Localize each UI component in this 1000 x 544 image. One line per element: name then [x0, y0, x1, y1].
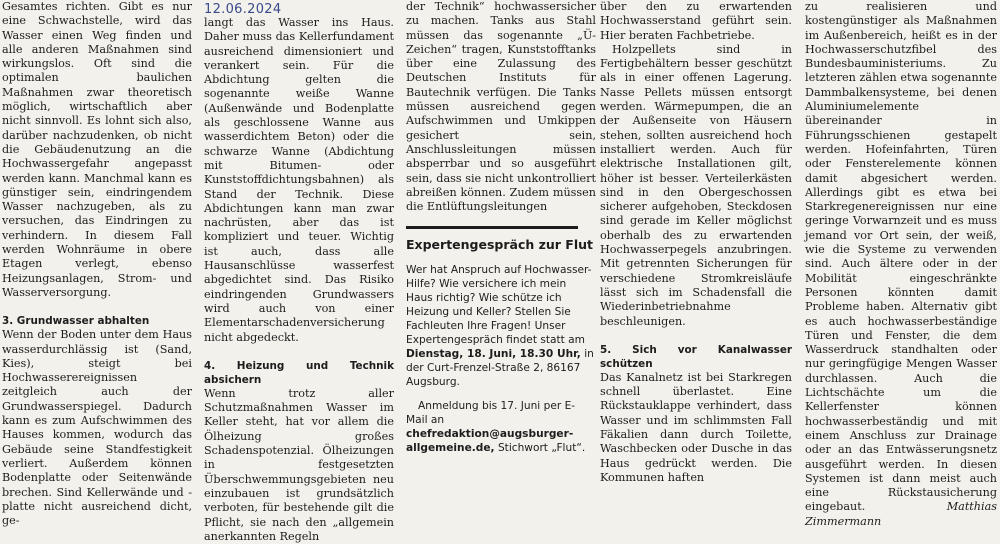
- paragraph-text: zu realisieren und kostengünstiger als Maßnahmen im Außenbereich, heißt es in der Hochwasserschutzfibel des Bundesbauministeriums. Zu letzteren zählen etwa sogenannte Dammbalkensysteme, bei denen Aluminiumelemente übereinander in Führungsschienen gestapelt werden. Hofeinfahrten, Türen oder Fensterelemente können damit abgesichert werden. Allerdings gibt es etwa bei Starkregenereignissen nur eine geringe Vorwarnzeit und es muss jemand vor Ort sein, der weiß, wie die Systeme zu verwenden sind. Auch ältere oder in der Mobilität eingeschränkte Personen könnten damit Probleme haben. Alternativ gibt es auch hochwasserbeständige Türen und Fenster, die dem Wasserdruck standhalten oder nur geringfügige Mengen Wasser durchlassen. Auch die Lichtschächte um die Kellerfenster können hochwasserbeständig und mit einem Anschluss zur Drainage oder an das Entwässerungsnetz ausgeführt werden. In diesen Systemen ist dann meist auch eine Rückstausicherung eingebaut.: [805, 0, 997, 514]
- paragraph: langt das Wasser ins Haus. Daher muss das Kellerfundament ausreichend dimensioniert und verankert sein. Für die Abdichtung gelten die sogenannte weiße Wanne (Außenwände und Bodenplatte als geschlossene Wanne aus wasserdichtem Beton) oder die schwarze Wanne (Abdichtung mit Bitumen- oder Kunststoffdichtungsbahnen) als Stand der Technik. Diese Abdichtungen kann man zwar nachrüsten, aber das ist kompliziert und teuer. Wichtig ist auch, dass alle Hausanschlüsse wasserfest abgedichtet sind. Das Risiko eindringenden Grundwassers wird auch von einer Elementarschadenversicherung nicht abgedeckt.: [204, 16, 394, 344]
- section-heading-3: 3. Grundwasser abhalten: [2, 315, 150, 328]
- info-box: [406, 237, 596, 455]
- date-stamp: 12.06.2024: [204, 2, 282, 17]
- column-1: [2, 0, 192, 528]
- info-box-date: Dienstag, 18. Juni, 18.30 Uhr,: [406, 348, 581, 361]
- info-box-email[interactable]: chefredaktion@augsburger-allgemeine.de,: [406, 428, 574, 455]
- column-4: [600, 0, 792, 484]
- paragraph: [805, 0, 997, 529]
- info-box-text-a: Wer hat Anspruch auf Hochwasser-Hilfe? Wie versichere ich mein Haus richtig? Wie schütze ich Heizung und Keller? Stellen Sie Fachleuten Ihre Fragen! Unser Expertengespräch findet statt am: [406, 264, 592, 347]
- paragraph: Das Kanalnetz ist bei Starkregen schnell überlastet. Eine Rückstauklappe verhindert, dass Wasser und im schlimmsten Fall Fäkalien dann durch Toilette, Waschbecken oder Dusche in das Haus gedrückt werden. Die Kommunen haften: [600, 370, 792, 484]
- info-box-text-c: Anmeldung bis 17. Juni per E-Mail an: [406, 400, 576, 427]
- paragraph: über den zu erwartenden Hochwasserstand geführt sein. Hier beraten Fachbetriebe.: [600, 0, 792, 42]
- paragraph: Wenn trotz aller Schutzmaßnahmen Wasser im Keller steht, hat vor allem die Ölheizung großes Schadenspotenzial. Ölheizungen in festgesetzten Überschwemmungsgebieten neu einzubauen ist grundsätzlich verboten, für bestehende gilt die Pflicht, sie nach den „allgemein anerkannten Regeln: [204, 386, 394, 543]
- info-box-text-d: Stichwort „Flut“.: [494, 442, 586, 455]
- author-byline: Matthias Zimmermann: [805, 500, 997, 528]
- paragraph: Wenn der Boden unter dem Haus wasserdurchlässig ist (Sand, Kies), steigt bei Hochwasserereignissen zeitgleich auch der Grundwasserspiegel. Dadurch kann es zum Aufschwimmen des Hauses kommen, wodurch das Gebäude seine Standfestigkeit verliert. Außerdem können Bodenplatte oder Seitenwände brechen. Sind Kellerwände und -platte nicht ausreichend dicht, ge-: [2, 328, 192, 528]
- info-box-signup: [406, 399, 596, 455]
- column-5: [805, 0, 997, 528]
- section-heading-4: 4. Heizung und Technik absichern: [204, 359, 394, 386]
- column-2: [204, 0, 394, 543]
- paragraph: der Technik“ hochwassersicher zu machen. Tanks aus Stahl müssen das sogenannte „Ü-Zeichen“ tragen, Kunststofftanks über eine Zulassung des Deutschen Instituts für Bautechnik verfügen. Die Tanks müssen ausreichend gegen Aufschwimmen und Umkippen gesichert sein, Anschlussleitungen müssen absperrbar und so ausgeführt sein, dass sie nicht unkontrolliert abreißen können. Zudem müssen die Entlüftungsleitungen: [406, 0, 596, 214]
- info-box-rule: [406, 226, 578, 229]
- info-box-title: Expertengespräch zur Flut: [406, 237, 594, 253]
- info-box-text-b: in der Curt-Frenzel-Straße 2, 86167 Augsburg.: [406, 348, 594, 389]
- info-box-text: [406, 263, 596, 389]
- paragraph: Holzpellets sind in Fertigbehältern besser geschützt als in einer offenen Lagerung. Nasse Pellets müssen entsorgt werden. Wärmepumpen, die an der Außenseite von Häusern stehen, sollten ausreichend hoch installiert werden. Auch für elektrische Installationen gilt, höher ist besser. Verteilerkästen sind in den Obergeschossen sicherer aufgehoben, Steckdosen sind gerade im Keller möglichst oberhalb des zu erwartenden Hochwasserpegels anzubringen. Mit getrennten Sicherungen für verschiedene Stromkreisläufe lässt sich im Schadensfall die Wiederinbetriebnahme beschleunigen.: [600, 42, 792, 328]
- paragraph: Gesamtes richten. Gibt es nur eine Schwachstelle, wird das Wasser einen Weg finden und alle anderen Maßnahmen sind wirkungslos. Oft sind die optimalen baulichen Maßnahmen zwar theoretisch möglich, wirtschaftlich aber nicht sinnvoll. Es lohnt sich also, darüber nachzudenken, ob nicht die Gebäudenutzung an die Hochwassergefahr angepasst werden kann. Manchmal kann es günstiger sein, eindringendem Wasser nachzugeben, als zu versuchen, das Eindringen zu verhindern. In diesem Fall werden Wohnräume in obere Etagen verlegt, ebenso Heizungsanlagen, Strom- und Wasserversorgung.: [2, 0, 192, 299]
- section-heading-5: 5. Sich vor Kanalwasser schützen: [600, 343, 792, 370]
- column-3: [406, 0, 596, 467]
